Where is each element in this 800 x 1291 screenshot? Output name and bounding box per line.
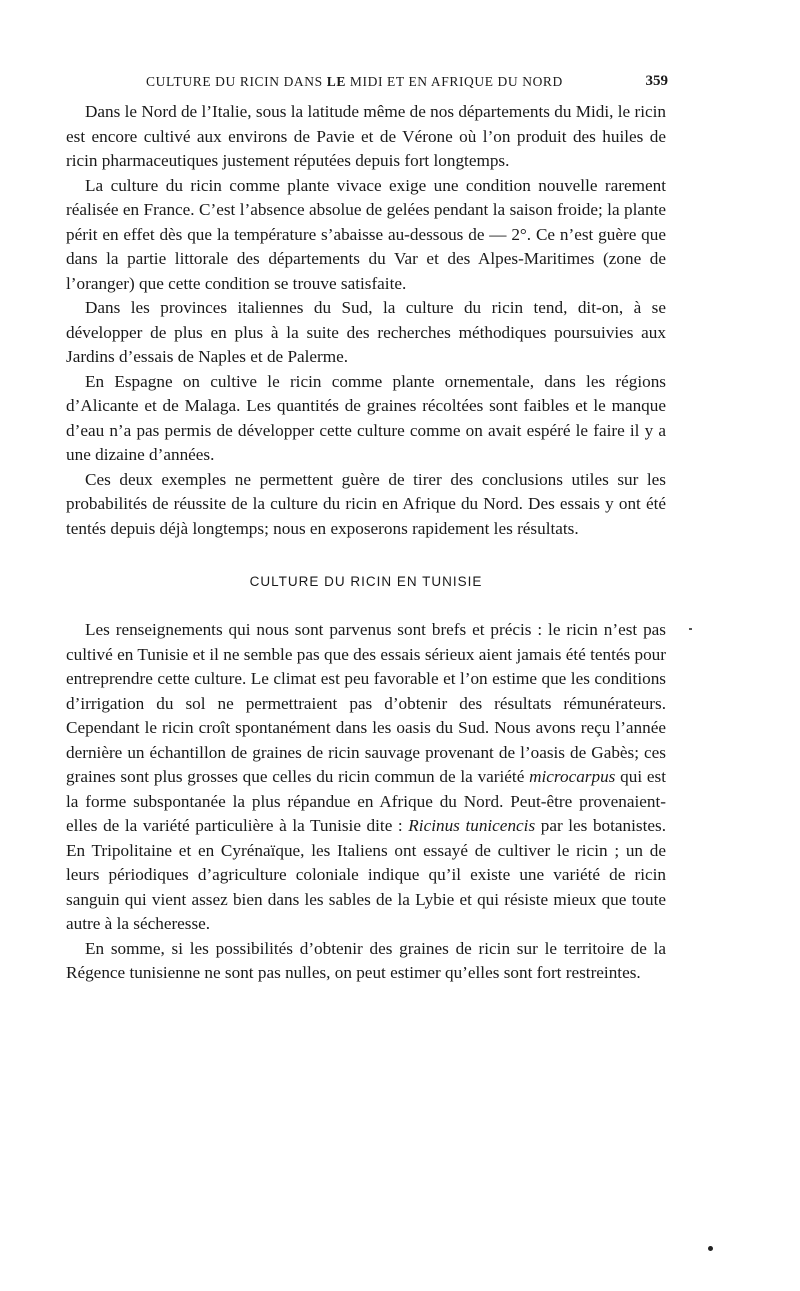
running-title-part2: MIDI ET EN AFRIQUE DU NORD xyxy=(345,74,563,89)
paragraph-italy-north: Dans le Nord de l’Italie, sous la latitude même de nos départements du Midi, le ricin est encore cultivé aux environs de Pavie et de Vérone où l’on produit des huiles de ricin pharmaceutiques justement réputées depuis fort longtemps. xyxy=(66,102,666,170)
running-title-bold: LE xyxy=(326,74,346,89)
paragraph-tunisia-conclusion: En somme, si les possibilités d’obtenir des graines de ricin sur le territoire de la Régence tunisienne ne sont pas nulles, on peut estimer qu’elles sont fort restreintes. xyxy=(66,938,666,982)
page-number: 359 xyxy=(645,73,668,89)
section-heading-tunisia xyxy=(66,574,666,589)
paragraph-tunisia-info xyxy=(66,618,666,937)
paragraph-spain: En Espagne on cultive le ricin comme plante ornementale, dans les régions d’Alicante et de Malaga. Les quantités de graines récoltées sont faibles et le manque d’eau n’a pas permis de développer cette culture comme on avait espéré le faire il y a une dizaine d’années. xyxy=(66,371,666,464)
running-header xyxy=(66,70,666,100)
paragraph-tunisia-text-b: qui est la forme subspontanée la plus répandue en Afrique du Nord. Peut-être provenaient-elles de la variété particulière à la Tunisie dite : xyxy=(66,767,666,835)
paragraph-north-africa-intro: Ces deux exemples ne permettent guère de tirer des conclusions utiles sur les probabilités de réussite de la culture du ricin en Afrique du Nord. Des essais y ont été tentés depuis déjà longtemps; nous en exposerons rapidement les résultats. xyxy=(66,469,666,538)
ink-dot xyxy=(708,1246,713,1251)
margin-mark xyxy=(689,628,692,630)
italic-ricinus-tunicencis: Ricinus tunicencis xyxy=(408,816,536,835)
running-title xyxy=(146,74,563,90)
paragraph-perennial-culture: La culture du ricin comme plante vivace exige une condition nouvelle rarement réalisée en France. C’est l’absence absolue de gelées pendant la saison froide; la plante périt en effet dès que la température s’abaisse au-dessous de — 2°. Ce n’est guère que dans la partie littorale des départements du Var et des Alpes-Maritimes (zone de l’oranger) que cette condition se trouve satisfaite. xyxy=(66,175,666,293)
italic-microcarpus: microcarpus xyxy=(529,767,616,786)
running-title-part1: CULTURE DU RICIN DANS xyxy=(146,74,327,89)
paragraph-tunisia-text-c: par les botanistes. En Tripolitaine et en Cyrénaïque, les Italiens ont essayé de cultiver le ricin ; un de leurs périodiques d’agriculture coloniale indique qu’il existe une variété de ricin sanguin qui vient assez bien dans les sables de la Lybie et qui résiste mieux que toute autre à la sécheresse. xyxy=(66,816,666,933)
section-italy-spain xyxy=(66,100,666,541)
paragraph-tunisia-text-a: Les renseignements qui nous sont parvenus sont brefs et précis : le ricin n’est pas cultivé en Tunisie et il ne semble pas que des essais sérieux aient jamais été tentés pour entreprendre cette culture. Le climat est peu favorable et l’on estime que les conditions d’irrigation du sol ne permettraient pas d’obtenir des résultats rémunérateurs. Cependant le ricin croît spontanément dans les oasis du Sud. Nous avons reçu l’année dernière un échantillon de graines de ricin sauvage provenant de l’oasis de Gabès; ces graines sont plus grosses que celles du ricin commun de la variété xyxy=(66,620,666,786)
section-heading-text: CULTURE DU RICIN EN TUNISIE xyxy=(249,574,483,589)
section-tunisia xyxy=(66,618,666,986)
paragraph-italy-south: Dans les provinces italiennes du Sud, la culture du ricin tend, dit-on, à se développer de plus en plus à la suite des recherches méthodiques poursuivies aux Jardins d’essais de Naples et de Palerme. xyxy=(66,298,666,366)
book-page xyxy=(66,70,666,986)
